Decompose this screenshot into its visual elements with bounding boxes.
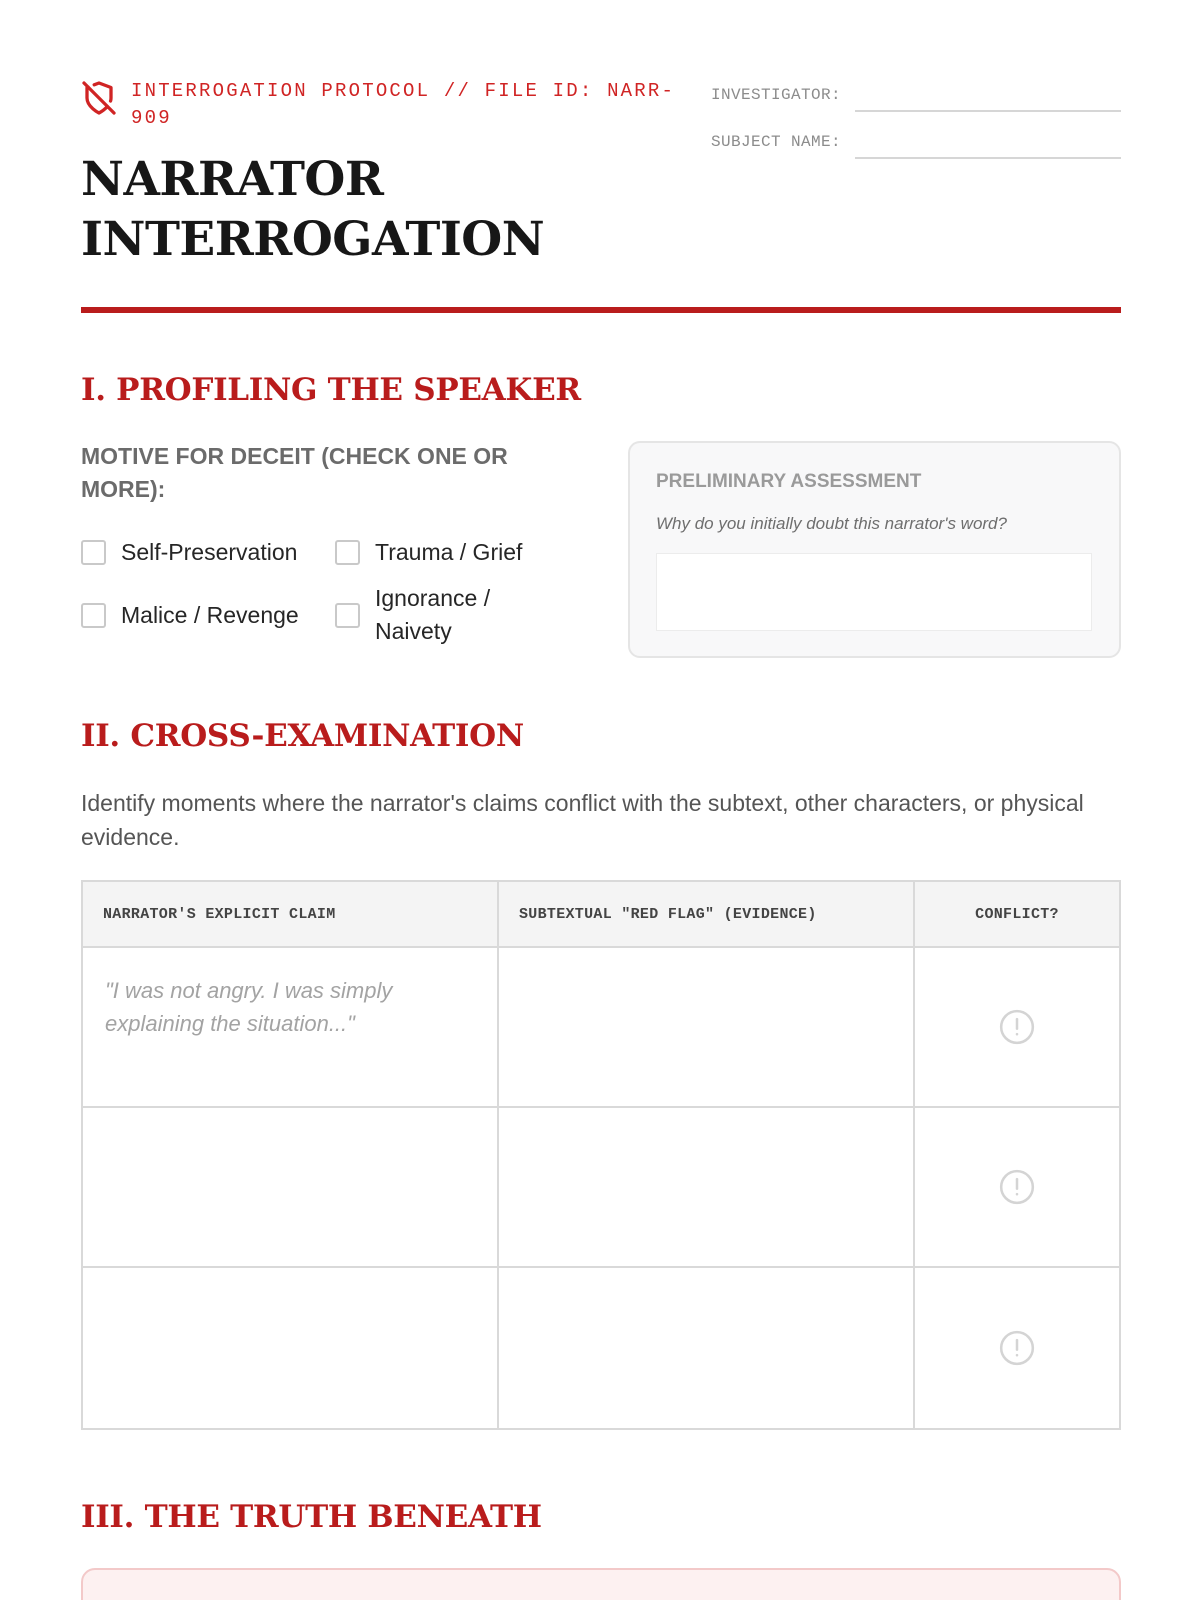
checkbox[interactable] <box>81 540 106 565</box>
shield-off-icon <box>81 78 117 118</box>
cross-examination-table <box>81 880 1121 1430</box>
conflict-cell[interactable] <box>915 948 1119 1106</box>
subject-name-label: SUBJECT NAME: <box>711 133 842 151</box>
alert-circle-icon[interactable] <box>998 1168 1036 1206</box>
column-header-evidence: SUBTEXTUAL "RED FLAG" (EVIDENCE) <box>499 882 915 946</box>
table-row <box>83 948 1119 1108</box>
option-label: Self-Preservation <box>121 539 298 565</box>
checkbox[interactable] <box>335 540 360 565</box>
conflict-cell[interactable] <box>915 1268 1119 1428</box>
section-3-title: III. THE TRUTH BENEATH <box>81 1499 542 1535</box>
section-1-title: I. PROFILING THE SPEAKER <box>81 372 581 408</box>
investigator-field[interactable] <box>855 90 1121 112</box>
preliminary-assessment-card <box>628 441 1121 658</box>
title-line-1: NARRATOR <box>81 152 384 207</box>
table-row <box>83 1108 1119 1268</box>
assessment-answer-field[interactable] <box>656 553 1092 631</box>
claim-example-text: "I was not angry. I was simply explaining the situation..." <box>105 978 393 1036</box>
conflict-cell[interactable] <box>915 1108 1119 1266</box>
table-row <box>83 1268 1119 1428</box>
claim-cell[interactable] <box>83 1268 499 1428</box>
evidence-cell[interactable] <box>499 1108 915 1266</box>
title-line-2: INTERROGATION <box>81 212 545 267</box>
subject-row <box>711 129 1121 176</box>
investigator-label: INVESTIGATOR: <box>711 86 842 104</box>
column-header-conflict: CONFLICT? <box>975 905 1059 923</box>
subject-name-field[interactable] <box>855 137 1121 159</box>
alert-circle-icon[interactable] <box>998 1329 1036 1367</box>
column-header-claim: NARRATOR'S EXPLICIT CLAIM <box>83 882 499 946</box>
option-malice-revenge[interactable] <box>81 599 299 632</box>
page-title <box>81 150 544 270</box>
header-meta-fields <box>711 82 1121 176</box>
option-trauma-grief[interactable] <box>335 536 522 569</box>
assessment-question: Why do you initially doubt this narrator's word? <box>656 514 1007 533</box>
option-label: Malice / Revenge <box>121 602 299 628</box>
alert-circle-icon[interactable] <box>998 1008 1036 1046</box>
option-label: Trauma / Grief <box>375 539 523 565</box>
claim-cell[interactable] <box>83 948 499 1106</box>
claim-cell[interactable] <box>83 1108 499 1266</box>
assessment-title: PRELIMINARY ASSESSMENT <box>656 471 922 492</box>
section-2-title: II. CROSS-EXAMINATION <box>81 718 524 754</box>
section-2-instructions: Identify moments where the narrator's claims conflict with the subtext, other characters, or physical evidence. <box>81 790 1084 850</box>
truth-beneath-panel <box>81 1568 1121 1600</box>
investigator-row <box>711 82 1121 129</box>
checkbox[interactable] <box>335 603 360 628</box>
option-label: Ignorance / Naivety <box>375 585 491 644</box>
protocol-line <box>81 78 693 132</box>
header-divider <box>81 307 1121 313</box>
option-ignorance-naivety[interactable] <box>335 582 535 648</box>
motive-label: MOTIVE FOR DECEIT (CHECK ONE OR MORE): <box>81 443 508 502</box>
checkbox[interactable] <box>81 603 106 628</box>
option-self-preservation[interactable] <box>81 536 297 569</box>
table-header <box>83 882 1119 948</box>
protocol-file-id: INTERROGATION PROTOCOL // FILE ID: NARR-909 <box>131 80 676 129</box>
evidence-cell[interactable] <box>499 948 915 1106</box>
evidence-cell[interactable] <box>499 1268 915 1428</box>
